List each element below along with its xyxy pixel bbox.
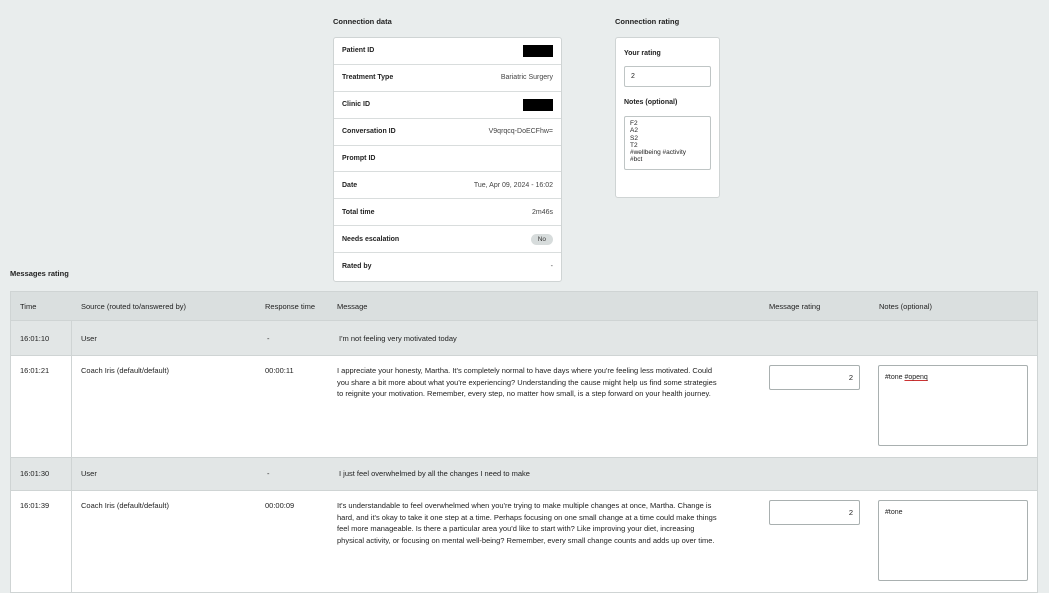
header-message-rating: Message rating — [769, 302, 821, 311]
conn-value: Bariatric Surgery — [500, 74, 553, 82]
conn-row-prompt-id — [334, 146, 561, 173]
conn-row-needs-escalation — [334, 226, 561, 253]
row-message — [337, 500, 757, 547]
notes-line: #bct — [630, 156, 643, 164]
table-header — [11, 292, 1037, 321]
conn-label: Clinic ID — [342, 101, 371, 109]
conn-label: Prompt ID — [342, 155, 376, 162]
notes-line: #wellbeing #activity — [630, 149, 687, 157]
conn-row-total-time — [334, 199, 561, 226]
conn-row-clinic-id — [334, 92, 561, 119]
row-message: I'm not feeling very motivated today — [339, 334, 457, 343]
row-source: Coach Iris (default/default) — [81, 501, 169, 510]
notes-text: #tone — [885, 374, 905, 381]
message-line: physical activity, or focusing on mental well-being? Remember, every small change counts and adds up over time. — [337, 536, 715, 546]
notes-text-misspelled: #openq — [904, 374, 928, 381]
column-divider — [71, 356, 72, 457]
row-response-time: 00:00:11 — [265, 366, 294, 375]
column-divider — [71, 321, 72, 355]
table-row — [11, 491, 1037, 593]
message-line: to reignite your motivation. Remember, every step, no matter how small, is a step forward on your health journey. — [337, 389, 711, 399]
message-line: It's understandable to feel overwhelmed when you're trying to make multiple changes at once, Martha. Change is — [337, 501, 712, 510]
messages-table — [10, 291, 1038, 593]
header-notes: Notes (optional) — [879, 302, 932, 311]
column-divider — [71, 491, 72, 593]
row-time: 16:01:21 — [20, 366, 50, 375]
header-message: Message — [337, 302, 368, 311]
conn-row-patient-id — [334, 38, 561, 65]
message-line: you share a bit more about what you're experiencing? Understanding the cause might help us find some strategies — [337, 377, 717, 387]
conn-value: 2m46s — [531, 208, 553, 216]
your-rating-input[interactable]: 2 — [624, 66, 711, 87]
notes-line: F2 — [630, 120, 638, 127]
row-source: User — [81, 469, 97, 478]
row-source: User — [81, 334, 97, 343]
connection-notes-textarea[interactable] — [624, 116, 711, 170]
conn-label: Date — [342, 181, 358, 189]
header-source: Source (routed to/answered by) — [81, 302, 187, 311]
message-rating-input[interactable]: 2 — [769, 500, 860, 525]
row-message — [337, 365, 757, 400]
table-row — [11, 321, 1037, 356]
notes-line: A2 — [630, 127, 638, 135]
message-line: feel more manageable. Is there a particular area you'd like to start with? Like improving your diet, increasing — [337, 524, 695, 534]
conn-value: V9qrqcq-DoECFhw= — [488, 128, 553, 136]
conn-label: Needs escalation — [342, 235, 400, 243]
message-notes-textarea[interactable] — [878, 500, 1028, 581]
conn-row-rated-by — [334, 253, 561, 280]
notes-text: #tone — [885, 509, 903, 516]
row-time: 16:01:10 — [20, 334, 50, 343]
row-response-time: 00:00:09 — [265, 501, 295, 510]
row-time: 16:01:30 — [20, 469, 50, 478]
connection-data-card — [333, 37, 562, 282]
conn-value: Tue, Apr 09, 2024 - 16:02 — [473, 181, 553, 189]
row-time: 16:01:39 — [20, 501, 50, 510]
connection-data-title: Connection data — [333, 17, 392, 26]
header-response-time: Response time — [265, 302, 316, 311]
row-source: Coach Iris (default/default) — [81, 366, 169, 375]
conn-label: Patient ID — [342, 47, 375, 55]
conn-value: - — [550, 263, 553, 271]
table-row — [11, 458, 1037, 491]
column-divider — [71, 458, 72, 490]
header-time: Time — [20, 302, 37, 311]
conn-row-treatment-type — [334, 65, 561, 92]
connection-rating-title: Connection rating — [615, 17, 680, 26]
row-response-time: - — [267, 469, 270, 478]
notes-line: T2 — [630, 141, 638, 149]
row-message: I just feel overwhelmed by all the changes I need to make — [339, 469, 530, 478]
your-rating-label: Your rating — [624, 50, 661, 57]
row-response-time: - — [267, 334, 270, 343]
conn-label: Rated by — [342, 263, 372, 271]
conn-row-conversation-id — [334, 119, 561, 146]
message-rating-input[interactable]: 2 — [769, 365, 860, 390]
message-line: I appreciate your honesty, Martha. It's completely normal to have days where you're feeling less motivated. Could — [337, 366, 712, 375]
conn-row-date — [334, 172, 561, 199]
message-notes-textarea[interactable] — [878, 365, 1028, 446]
redacted-value — [523, 99, 553, 111]
connection-rating-card — [615, 37, 720, 198]
conn-label: Treatment Type — [342, 74, 394, 82]
redacted-value — [523, 45, 553, 57]
conn-label: Total time — [342, 208, 375, 216]
escalation-badge: No — [531, 234, 553, 245]
conn-label: Conversation ID — [342, 128, 396, 136]
message-line: hard, and it's okay to take it one step at a time. Perhaps focusing on one small change at a time could make things — [337, 512, 717, 522]
table-row — [11, 356, 1037, 458]
notes-line: S2 — [630, 134, 638, 142]
notes-label: Notes (optional) — [624, 99, 678, 106]
messages-rating-title: Messages rating — [10, 269, 69, 278]
